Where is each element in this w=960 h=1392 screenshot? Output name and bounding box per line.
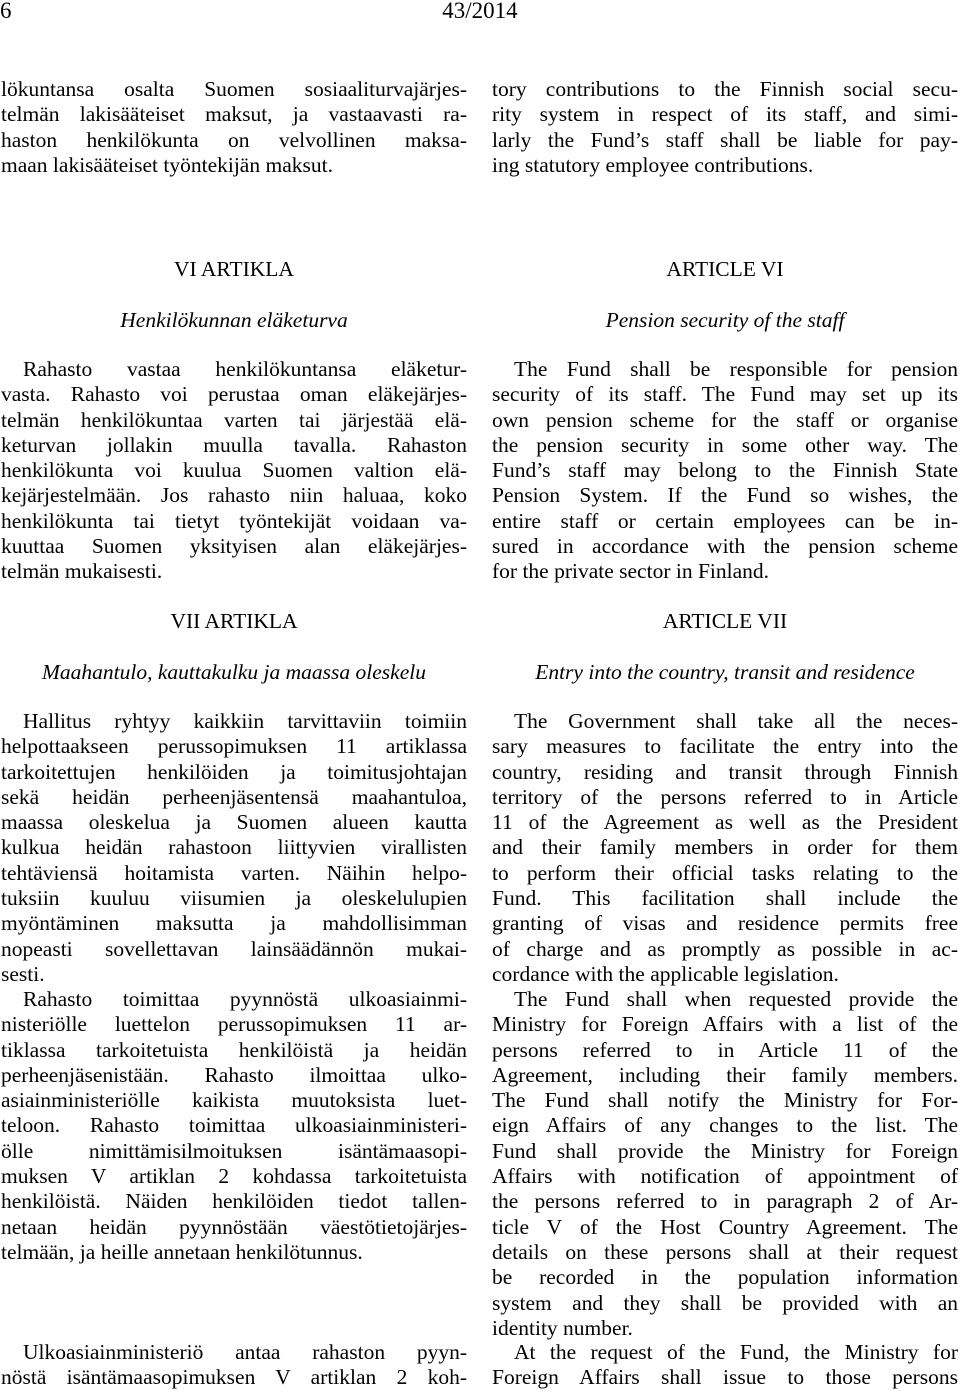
finnish-article-7-title: Maahantulo, kauttakulku ja maassa oleskelu (42, 660, 426, 684)
text-line: Hallitus ryhtyy kaikkiin tarvittaviin toimiin (23, 709, 467, 733)
text-line: eign Affairs of any changes to the list. The (492, 1113, 958, 1138)
text-line: the pension security in some other way. The (492, 432, 958, 457)
text-line: myöntäminen maksutta ja mahdollisimman (1, 911, 467, 936)
text-line: henkilöistä. Näiden henkilöiden tiedot tallen- (1, 1189, 467, 1214)
text-line: haston henkilökunta on velvollinen maksa- (1, 127, 467, 152)
finnish-article-7-paragraph-1 (1, 709, 467, 987)
text-line: Rahasto toimittaa pyynnöstä ulkoasiainmi- (23, 987, 467, 1011)
text-line: entire staff or certain employees can be in- (492, 508, 958, 533)
text-line: lökuntansa osalta Suomen sosiaaliturvajärjes- (1, 77, 467, 101)
text-line: telmän henkilökuntaa varten tai järjestää elä- (1, 407, 467, 432)
text-line: netaan heidän pyynnöstään väestötietojärjes- (1, 1214, 467, 1239)
finnish-article-7-paragraph-3 (1, 1340, 467, 1391)
text-line: granting of visas and residence permits free (492, 911, 958, 936)
text-line: muksen V artiklan 2 kohdassa tarkoitetuista (1, 1164, 467, 1189)
text-line: teloon. Rahasto toimittaa ulkoasiainministeri- (1, 1113, 467, 1138)
text-line: nopeasti sovellettavan lainsäädännön mukai- (1, 936, 467, 961)
english-article-6-paragraph (492, 357, 958, 585)
text-line: maassa oleskelua ja Suomen alueen kautta (1, 810, 467, 835)
text-line: sary measures to facilitate the entry into the (492, 734, 958, 759)
english-article-7-title: Entry into the country, transit and residence (535, 660, 915, 684)
text-line: henkilökunta tai tietyt työntekijät voidaan va- (1, 508, 467, 533)
text-line: to perform their official tasks relating to the (492, 860, 958, 885)
text-line: tehtäviensä hoitamista varten. Näihin helpo- (1, 860, 467, 885)
text-line: territory of the persons referred to in Article (492, 784, 958, 809)
text-line: helpottaakseen perussopimuksen 11 artiklassa (1, 734, 467, 759)
text-line: keturvan jollakin muulla tavalla. Rahaston (1, 432, 467, 457)
text-line: vasta. Rahasto voi perustaa oman eläkejärjes- (1, 382, 467, 407)
text-line: maan lakisääteiset työntekijän maksut. (1, 152, 333, 177)
finnish-article-6-heading: VI ARTIKLA (174, 257, 294, 281)
text-line: Fund shall provide the Ministry for Foreign (492, 1138, 958, 1163)
text-line: Agreement, including their family members. (492, 1062, 958, 1087)
english-article-6-title: Pension security of the staff (605, 308, 845, 332)
text-line: Foreign Affairs shall issue to those persons (492, 1365, 958, 1390)
text-line: kulkua heidän rahastoon liittyvien virallisten (1, 835, 467, 860)
text-line: Rahasto vastaa henkilökuntansa eläketur- (23, 357, 467, 381)
text-line: rity system in respect of its staff, and simi- (492, 102, 958, 127)
text-line: security of its staff. The Fund may set up its (492, 382, 958, 407)
finnish-article-7-paragraph-2 (1, 987, 467, 1265)
issue-number: 43/2014 (442, 0, 518, 23)
text-line: Ulkoasiainministeriö antaa rahaston pyyn- (23, 1340, 467, 1364)
text-line: ölle nimittämisilmoituksen isäntämaasopi- (1, 1138, 467, 1163)
text-line: tiklassa tarkoitetuista henkilöistä ja heidän (1, 1037, 467, 1062)
text-line: larly the Fund’s staff shall be liable for pay- (492, 127, 958, 152)
text-line: telmän lakisääteiset maksut, ja vastaavasti ra- (1, 102, 467, 127)
text-line: and their family members in order for them (492, 835, 958, 860)
page-number: 6 (0, 0, 12, 23)
text-line: telmään, ja heille annetaan henkilötunnus. (1, 1239, 363, 1264)
finnish-article-6-paragraph (1, 357, 467, 585)
text-line: for the private sector in Finland. (492, 559, 770, 584)
text-line: the persons referred to in paragraph 2 of Ar- (492, 1189, 958, 1214)
text-line: tuksiin kuuluu viisumien ja oleskelulupien (1, 886, 467, 911)
text-line: Fund. This facilitation shall include the (492, 886, 958, 911)
text-line: The Fund shall when requested provide the (514, 987, 958, 1011)
english-intro-paragraph (492, 77, 958, 178)
text-line: Ministry for Foreign Affairs with a list of the (492, 1012, 958, 1037)
text-line: of charge and as promptly as possible in ac- (492, 936, 958, 961)
finnish-article-7-heading: VII ARTIKLA (170, 609, 298, 633)
text-line: At the request of the Fund, the Ministry for (514, 1340, 958, 1364)
text-line: kejärjestelmään. Jos rahasto niin haluaa, koko (1, 483, 467, 508)
english-article-7-paragraph-1 (492, 709, 958, 987)
text-line: be recorded in the population information (492, 1265, 958, 1290)
text-line: tory contributions to the Finnish social secu- (492, 77, 958, 101)
text-line: The Fund shall notify the Ministry for For- (492, 1088, 958, 1113)
text-line: nöstä isäntämaasopimuksen V artiklan 2 koh- (1, 1365, 467, 1390)
finnish-article-6-title: Henkilökunnan eläketurva (120, 308, 348, 332)
text-line: own pension scheme for the staff or organise (492, 407, 958, 432)
text-line: The Fund shall be responsible for pension (514, 357, 958, 381)
text-line: ing statutory employee contributions. (492, 152, 814, 177)
text-line: Pension System. If the Fund so wishes, the (492, 483, 958, 508)
text-line: system and they shall be provided with an (492, 1290, 958, 1315)
text-line: 11 of the Agreement as well as the President (492, 810, 958, 835)
text-line: details on these persons shall at their request (492, 1239, 958, 1264)
text-line: asiainministeriölle kaikista muutoksista luet- (1, 1088, 467, 1113)
english-article-7-heading: ARTICLE VII (662, 609, 788, 633)
text-line: sesti. (1, 961, 45, 986)
text-line: kuuttaa Suomen yksityisen alan eläkejärjes- (1, 534, 467, 559)
text-line: tarkoitettujen henkilöiden ja toimitusjohtajan (1, 759, 467, 784)
text-line: telmän mukaisesti. (1, 559, 163, 584)
text-line: ticle V of the Host Country Agreement. The (492, 1214, 958, 1239)
finnish-intro-paragraph (1, 77, 467, 178)
text-line: nisteriölle luettelon perussopimuksen 11 ar- (1, 1012, 467, 1037)
english-article-6-heading: ARTICLE VI (666, 257, 784, 281)
text-line: The Government shall take all the neces- (514, 709, 958, 733)
english-article-7-paragraph-2 (492, 987, 958, 1341)
text-line: Affairs with notification of appointment of (492, 1164, 958, 1189)
text-line: perheenjäsenistään. Rahasto ilmoittaa ulko- (1, 1062, 467, 1087)
text-line: identity number. (492, 1315, 633, 1340)
text-line: country, residing and transit through Finnish (492, 759, 958, 784)
text-line: sekä heidän perheenjäsentensä maahantuloa, (1, 784, 467, 809)
text-line: sured in accordance with the pension scheme (492, 534, 958, 559)
text-line: henkilökunta voi kuulua Suomen valtion elä- (1, 458, 467, 483)
text-line: Fund’s staff may belong to the Finnish State (492, 458, 958, 483)
english-article-7-paragraph-3 (492, 1340, 958, 1391)
text-line: cordance with the applicable legislation. (492, 961, 839, 986)
text-line: persons referred to in Article 11 of the (492, 1037, 958, 1062)
